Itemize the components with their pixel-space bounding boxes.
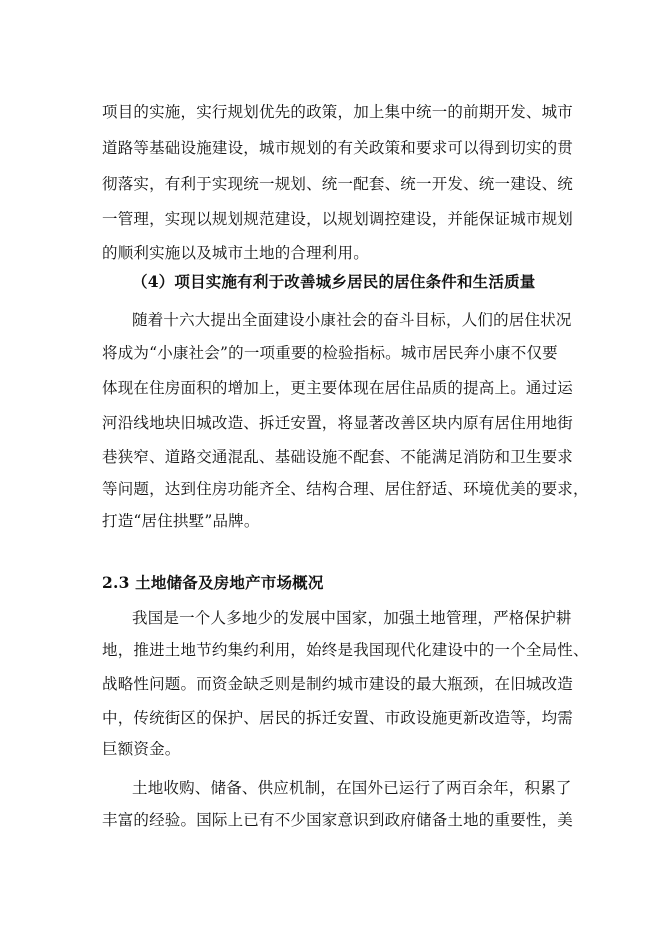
paragraph-3-line-4: 中，传统街区的保护、居民的拆迁安置、市政设施更新改造等，均需 [102, 709, 574, 727]
paragraph-2-line-5: 巷狭窄、道路交通混乱、基础设施不配套、不能满足消防和卫生要求 [102, 448, 574, 466]
paragraph-1-line-2: 道路等基础设施建设，城市规划的有关政策和要求可以得到切实的贯 [102, 139, 574, 157]
paragraph-3-line-5: 巨额资金。 [102, 740, 181, 758]
paragraph-2-line-1: 随着十六大提出全面建设小康社会的奋斗目标，人们的居住状况 [132, 311, 572, 329]
paragraph-3-line-2: 地，推进土地节约集约利用，始终是我国现代化建设中的一个全局性、 [102, 641, 589, 659]
paragraph-2-line-3: 体现在住房面积的增加上，更主要体现在居住品质的提高上。通过运 [102, 379, 574, 397]
paragraph-4-line-1: 土地收购、储备、供应机制，在国外已运行了两百余年，积累了 [132, 779, 572, 797]
paragraph-2-line-6: 等问题，达到住房功能齐全、结构合理、居住舒适、环境优美的要求， [102, 480, 589, 498]
paragraph-2-line-4: 河沿线地块旧城改造、拆迁安置，将显著改善区块内原有居住用地街 [102, 414, 574, 432]
paragraph-2-line-7: 打造“居住拱墅”品牌。 [102, 512, 260, 530]
paragraph-2-line-2: 将成为“小康社会”的一项重要的检验指标。城市居民奔小康不仅要 [102, 344, 558, 362]
paragraph-1-line-5: 的顺利实施以及城市土地的合理利用。 [102, 244, 369, 262]
paragraph-1-line-4: 一管理，实现以规划规范建设，以规划调控建设，并能保证城市规划 [102, 210, 574, 228]
paragraph-3-line-1: 我国是一个人多地少的发展中国家，加强土地管理，严格保护耕 [132, 609, 572, 627]
subheading-4: （4）项目实施有利于改善城乡居民的居住条件和生活质量 [132, 272, 536, 291]
paragraph-3-line-3: 战略性问题。而资金缺乏则是制约城市建设的最大瓶颈，在旧城改造 [102, 675, 574, 693]
paragraph-1-line-3: 彻落实，有利于实现统一规划、统一配套、统一开发、统一建设、统 [102, 175, 574, 193]
paragraph-1-line-1: 项目的实施，实行规划优先的政策，加上集中统一的前期开发、城市 [102, 103, 574, 121]
paragraph-4-line-2: 丰富的经验。国际上已有不少国家意识到政府储备土地的重要性，美 [102, 811, 574, 829]
section-heading-2-3: 2.3 土地储备及房地产市场概况 [102, 573, 324, 592]
